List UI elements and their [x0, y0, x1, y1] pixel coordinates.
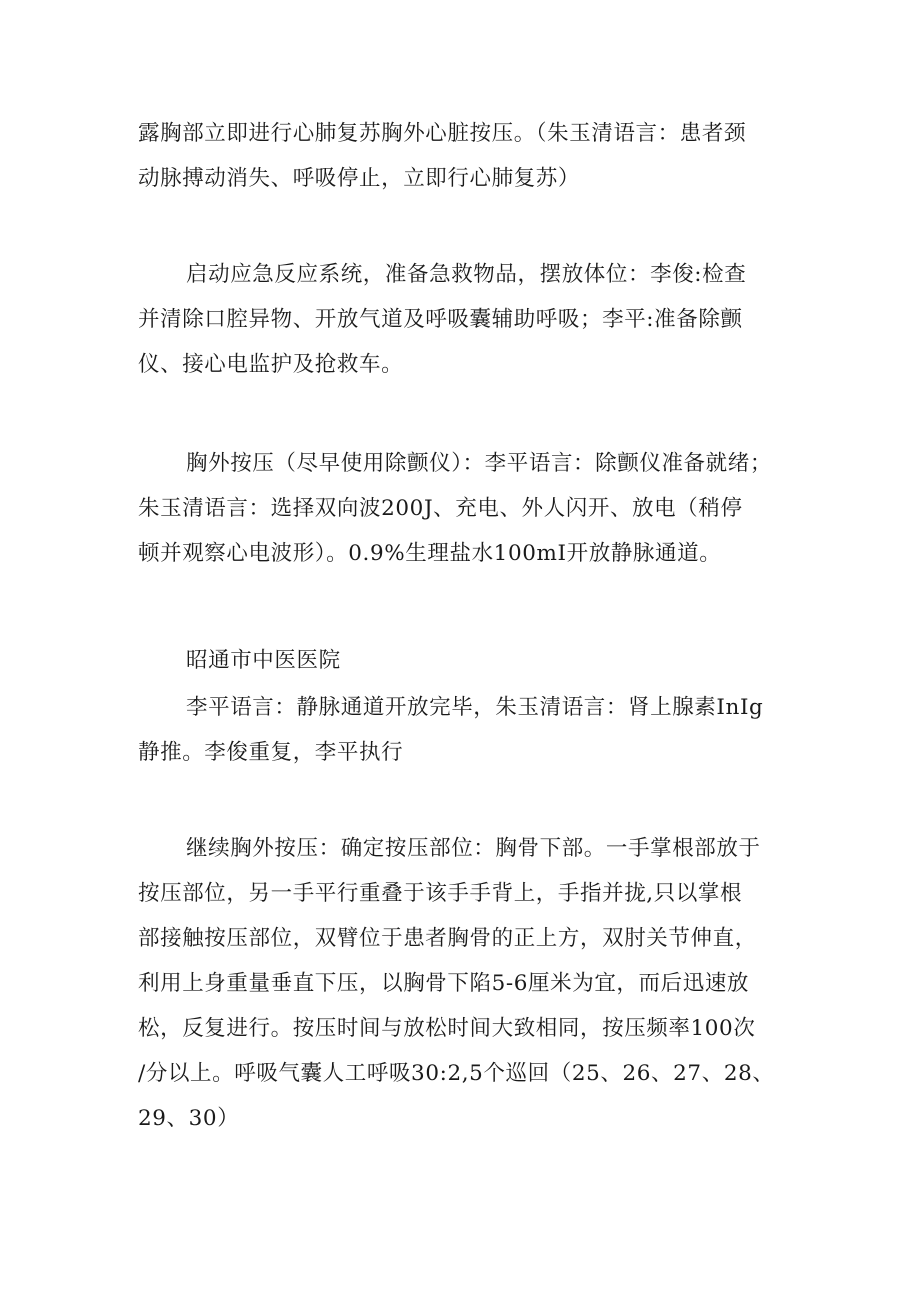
text-line: 并清除口腔异物、开放气道及呼吸囊辅助呼吸；李平:准备除颤: [138, 307, 743, 332]
text-line: 仪、接心电监护及抢救车。: [138, 352, 404, 377]
paragraph-continue-compression: [138, 826, 798, 1141]
text-line: /分以上。呼吸气囊人工呼吸30:2,5个巡回（25、26、27、28、: [138, 1061, 775, 1086]
text-line: 部接触按压部位，双臂位于患者胸骨的正上方，双肘关节伸直，: [138, 926, 757, 951]
text-line: 继续胸外按压：确定按压部位：胸骨下部。一手掌根部放于: [186, 836, 761, 861]
text-line: 静推。李俊重复，李平执行: [138, 740, 404, 765]
text-line: 按压部位，另一手平行重叠于该手手背上，手指并拢,只以掌根: [138, 881, 743, 906]
paragraph-cpr-start: [138, 111, 798, 201]
paragraph-hospital-name: [138, 638, 798, 683]
text-line: 动脉搏动消失、呼吸停止，立即行心肺复苏）: [138, 166, 581, 191]
text-line: 29、30）: [138, 1106, 240, 1131]
paragraph-emergency-response: [138, 252, 798, 387]
paragraph-chest-compression-defib: [138, 441, 798, 576]
text-line: 利用上身重量垂直下压，以胸骨下陷5-6厘米为宜，而后迅速放: [138, 971, 750, 996]
text-line: 松，反复进行。按压时间与放松时间大致相同，按压频率100次: [138, 1016, 756, 1041]
text-line: 启动应急反应系统，准备急救物品，摆放体位：李俊:检查: [186, 262, 747, 287]
hospital-name: 昭通市中医医院: [186, 648, 341, 673]
text-line: 顿并观察心电波形）。0.9%生理盐水100mI开放静脉通道。: [138, 541, 722, 566]
text-line: 胸外按压（尽早使用除颤仪）：李平语言：除颤仪准备就绪；: [186, 451, 772, 476]
paragraph-iv-access: [138, 685, 798, 775]
text-line: 李平语言：静脉通道开放完毕，朱玉清语言：肾上腺素InIg: [186, 695, 764, 720]
text-line: 露胸部立即进行心肺复苏胸外心脏按压。（朱玉清语言：患者颈: [138, 121, 747, 146]
text-line: 朱玉清语言：选择双向波200J、充电、外人闪开、放电（稍停: [138, 496, 743, 521]
